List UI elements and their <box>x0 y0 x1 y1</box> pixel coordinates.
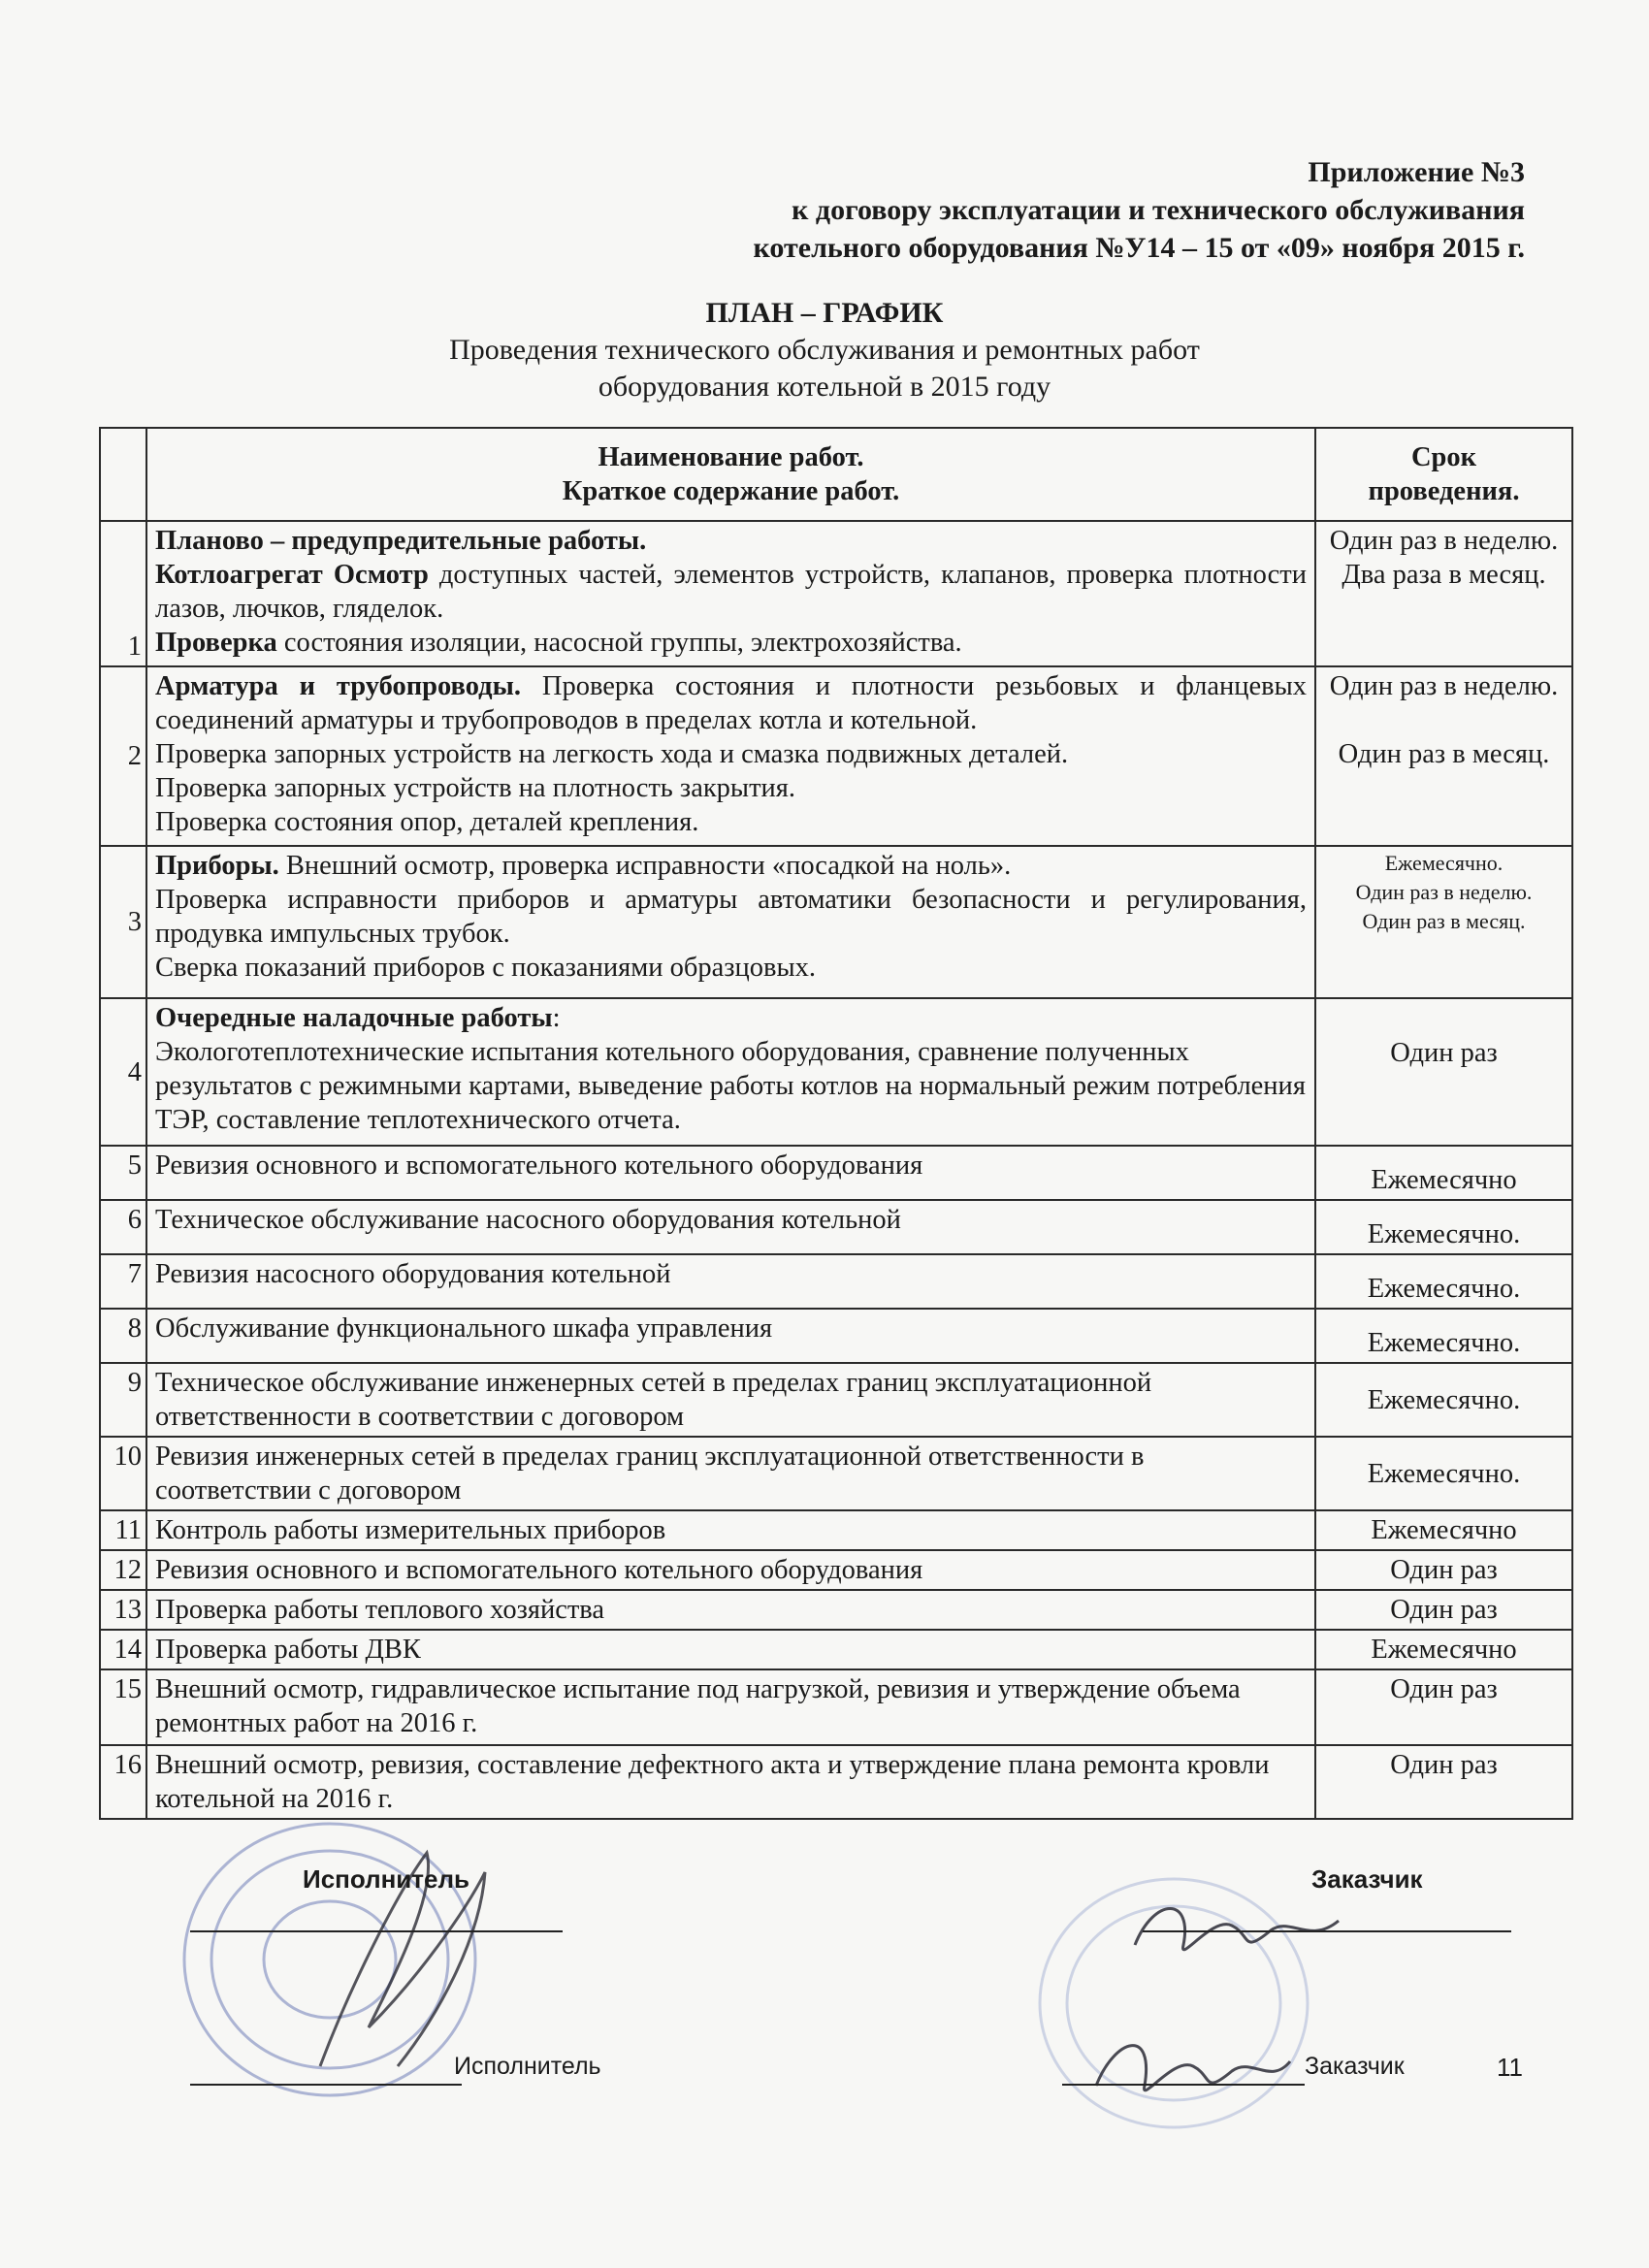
appendix-contract-line: к договору эксплуатации и технического обслуживания <box>792 194 1525 226</box>
row-term: Ежемесячно. <box>1315 1254 1572 1309</box>
header-works-subtitle: Краткое содержание работ. <box>562 476 900 506</box>
row-term: Один раз <box>1315 1550 1572 1590</box>
row-term <box>1315 998 1572 1146</box>
row-term-text: Ежемесячно. <box>1384 851 1504 875</box>
table-row <box>100 666 1572 846</box>
row-term: Один раз <box>1315 1669 1572 1745</box>
row-text: Проверка состояния опор, деталей крепления. <box>155 807 699 837</box>
row-works: Ревизия инженерных сетей в пределах границ эксплуатационной ответственности в соответствии с договором <box>146 1437 1315 1510</box>
table-row <box>100 1745 1572 1819</box>
row-number: 6 <box>100 1200 146 1254</box>
row-works <box>146 846 1315 998</box>
row-works <box>146 666 1315 846</box>
row-number: 1 <box>100 521 146 666</box>
header-works-cell <box>146 428 1315 521</box>
row-number: 3 <box>100 846 146 998</box>
page-subtitle-2: оборудования котельной в 2015 году <box>598 371 1051 403</box>
row-section-title: Приборы. <box>155 851 279 881</box>
table-row <box>100 521 1572 666</box>
row-term <box>1315 521 1572 666</box>
row-text: : <box>552 1003 561 1033</box>
row-term-text: Один раз в месяц. <box>1362 909 1526 933</box>
row-works: Ревизия основного и вспомогательного котельного оборудования <box>146 1146 1315 1200</box>
row-number: 4 <box>100 998 146 1146</box>
table-row <box>100 1590 1572 1630</box>
row-number: 13 <box>100 1590 146 1630</box>
row-text: Внешний осмотр, проверка исправности «посадкой на ноль». <box>278 851 1012 881</box>
row-section-title: Арматура и трубопроводы. <box>155 671 521 701</box>
header-term-subtitle: проведения. <box>1368 476 1520 506</box>
customer-footer-label: Заказчик <box>1305 2053 1405 2080</box>
row-section-title: Планово – предупредительные работы. <box>155 526 647 556</box>
table-row <box>100 1363 1572 1437</box>
table-row <box>100 1146 1572 1200</box>
row-works: Внешний осмотр, гидравлическое испытание под нагрузкой, ревизия и утверждение объема ремонтных работ на 2016 г. <box>146 1669 1315 1745</box>
table-row <box>100 1669 1572 1745</box>
row-term: Один раз <box>1315 1590 1572 1630</box>
row-term-text: Один раз <box>1390 1038 1498 1068</box>
row-number: 8 <box>100 1309 146 1363</box>
row-section-title: Очередные наладочные работы <box>155 1003 553 1033</box>
page-number: 11 <box>1497 2053 1523 2082</box>
row-works: Ревизия насосного оборудования котельной <box>146 1254 1315 1309</box>
row-number: 7 <box>100 1254 146 1309</box>
header-works-title: Наименование работ. <box>598 442 864 472</box>
row-number: 5 <box>100 1146 146 1200</box>
row-term-text: Один раз в неделю. <box>1355 880 1533 904</box>
executor-signature-line <box>190 1930 563 1932</box>
table-row <box>100 1630 1572 1669</box>
row-term: Один раз <box>1315 1745 1572 1819</box>
row-text: Проверка запорных устройств на плотность закрытия. <box>155 773 796 803</box>
row-number: 2 <box>100 666 146 846</box>
row-works <box>146 998 1315 1146</box>
row-term: Ежемесячно. <box>1315 1363 1572 1437</box>
row-works: Техническое обслуживание инженерных сетей в пределах границ эксплуатационной ответственности в соответствии с договором <box>146 1363 1315 1437</box>
plan-table <box>99 427 1573 1820</box>
row-works: Контроль работы измерительных приборов <box>146 1510 1315 1550</box>
table-row <box>100 846 1572 998</box>
row-number: 14 <box>100 1630 146 1669</box>
table-row <box>100 1309 1572 1363</box>
row-subsection-title: Проверка <box>155 628 277 658</box>
row-works: Внешний осмотр, ревизия, составление дефектного акта и утверждение плана ремонта кровли котельной на 2016 г. <box>146 1745 1315 1819</box>
row-term: Ежемесячно <box>1315 1146 1572 1200</box>
row-term: Ежемесячно. <box>1315 1309 1572 1363</box>
row-text: состояния изоляции, насосной группы, электрохозяйства. <box>276 628 962 658</box>
page-subtitle-1: Проведения технического обслуживания и ремонтных работ <box>449 334 1200 366</box>
row-number: 11 <box>100 1510 146 1550</box>
executor-footer-line <box>190 2084 462 2086</box>
row-text: Проверка состояния и плотности резьбовых и фланцевых соединений арматуры и трубопроводов в пределах котла и котельной. <box>155 671 1307 735</box>
header-term-cell <box>1315 428 1572 521</box>
table-row <box>100 1510 1572 1550</box>
row-number: 12 <box>100 1550 146 1590</box>
row-works: Проверка работы теплового хозяйства <box>146 1590 1315 1630</box>
row-number: 10 <box>100 1437 146 1510</box>
row-term: Ежемесячно. <box>1315 1437 1572 1510</box>
table-row <box>100 1437 1572 1510</box>
row-term-text: Один раз в неделю. <box>1329 671 1559 701</box>
appendix-contract-date: котельного оборудования №У14 – 15 от «09» ноября 2015 г. <box>753 232 1525 264</box>
row-term-text: Два раза в месяц. <box>1342 560 1546 590</box>
appendix-header <box>361 153 1525 267</box>
row-number: 9 <box>100 1363 146 1437</box>
table-row <box>100 998 1572 1146</box>
row-term-text: Один раз в месяц. <box>1338 739 1550 769</box>
row-text: Проверка запорных устройств на легкость хода и смазка подвижных деталей. <box>155 739 1069 769</box>
row-text: доступных частей, элементов устройств, клапанов, проверка плотности лазов, лючков, гляделок. <box>155 560 1307 624</box>
row-term: Ежемесячно <box>1315 1630 1572 1669</box>
row-term: Ежемесячно. <box>1315 1200 1572 1254</box>
row-works: Ревизия основного и вспомогательного котельного оборудования <box>146 1550 1315 1590</box>
table-row <box>100 1550 1572 1590</box>
table-row <box>100 1200 1572 1254</box>
row-number: 15 <box>100 1669 146 1745</box>
header-num-cell <box>100 428 146 521</box>
row-text: Сверка показаний приборов с показаниями образцовых. <box>155 953 816 983</box>
row-works <box>146 521 1315 666</box>
customer-signature-line <box>1143 1930 1511 1932</box>
row-term: Ежемесячно <box>1315 1510 1572 1550</box>
customer-signature-footer-icon <box>1086 2018 1300 2115</box>
row-term <box>1315 846 1572 998</box>
row-text: Экологотеплотехнические испытания котельного оборудования, сравнение полученных результатов с режимными картами, выведение работы котлов на нормальный режим потребления ТЭР, составление теплотехнического отчета. <box>155 1037 1306 1135</box>
page-title: ПЛАН – ГРАФИК <box>705 297 944 329</box>
row-works: Обслуживание функционального шкафа управления <box>146 1309 1315 1363</box>
customer-label: Заказчик <box>1311 1864 1423 1894</box>
appendix-number: Приложение №3 <box>1308 156 1525 188</box>
document-title <box>0 295 1649 405</box>
table-header-row <box>100 428 1572 521</box>
row-term <box>1315 666 1572 846</box>
row-works: Проверка работы ДВК <box>146 1630 1315 1669</box>
customer-footer-line <box>1062 2084 1305 2086</box>
row-number: 16 <box>100 1745 146 1819</box>
row-works: Техническое обслуживание насосного оборудования котельной <box>146 1200 1315 1254</box>
table-row <box>100 1254 1572 1309</box>
row-text: Проверка исправности приборов и арматуры автоматики безопасности и регулирования, продувка импульсных трубок. <box>155 885 1307 949</box>
executor-footer-label: Исполнитель <box>454 2053 601 2080</box>
row-term-text: Один раз в неделю. <box>1329 526 1559 556</box>
header-term-title: Срок <box>1410 442 1477 472</box>
row-subsection-title: Котлоагрегат Осмотр <box>155 560 429 590</box>
executor-label: Исполнитель <box>303 1864 469 1894</box>
